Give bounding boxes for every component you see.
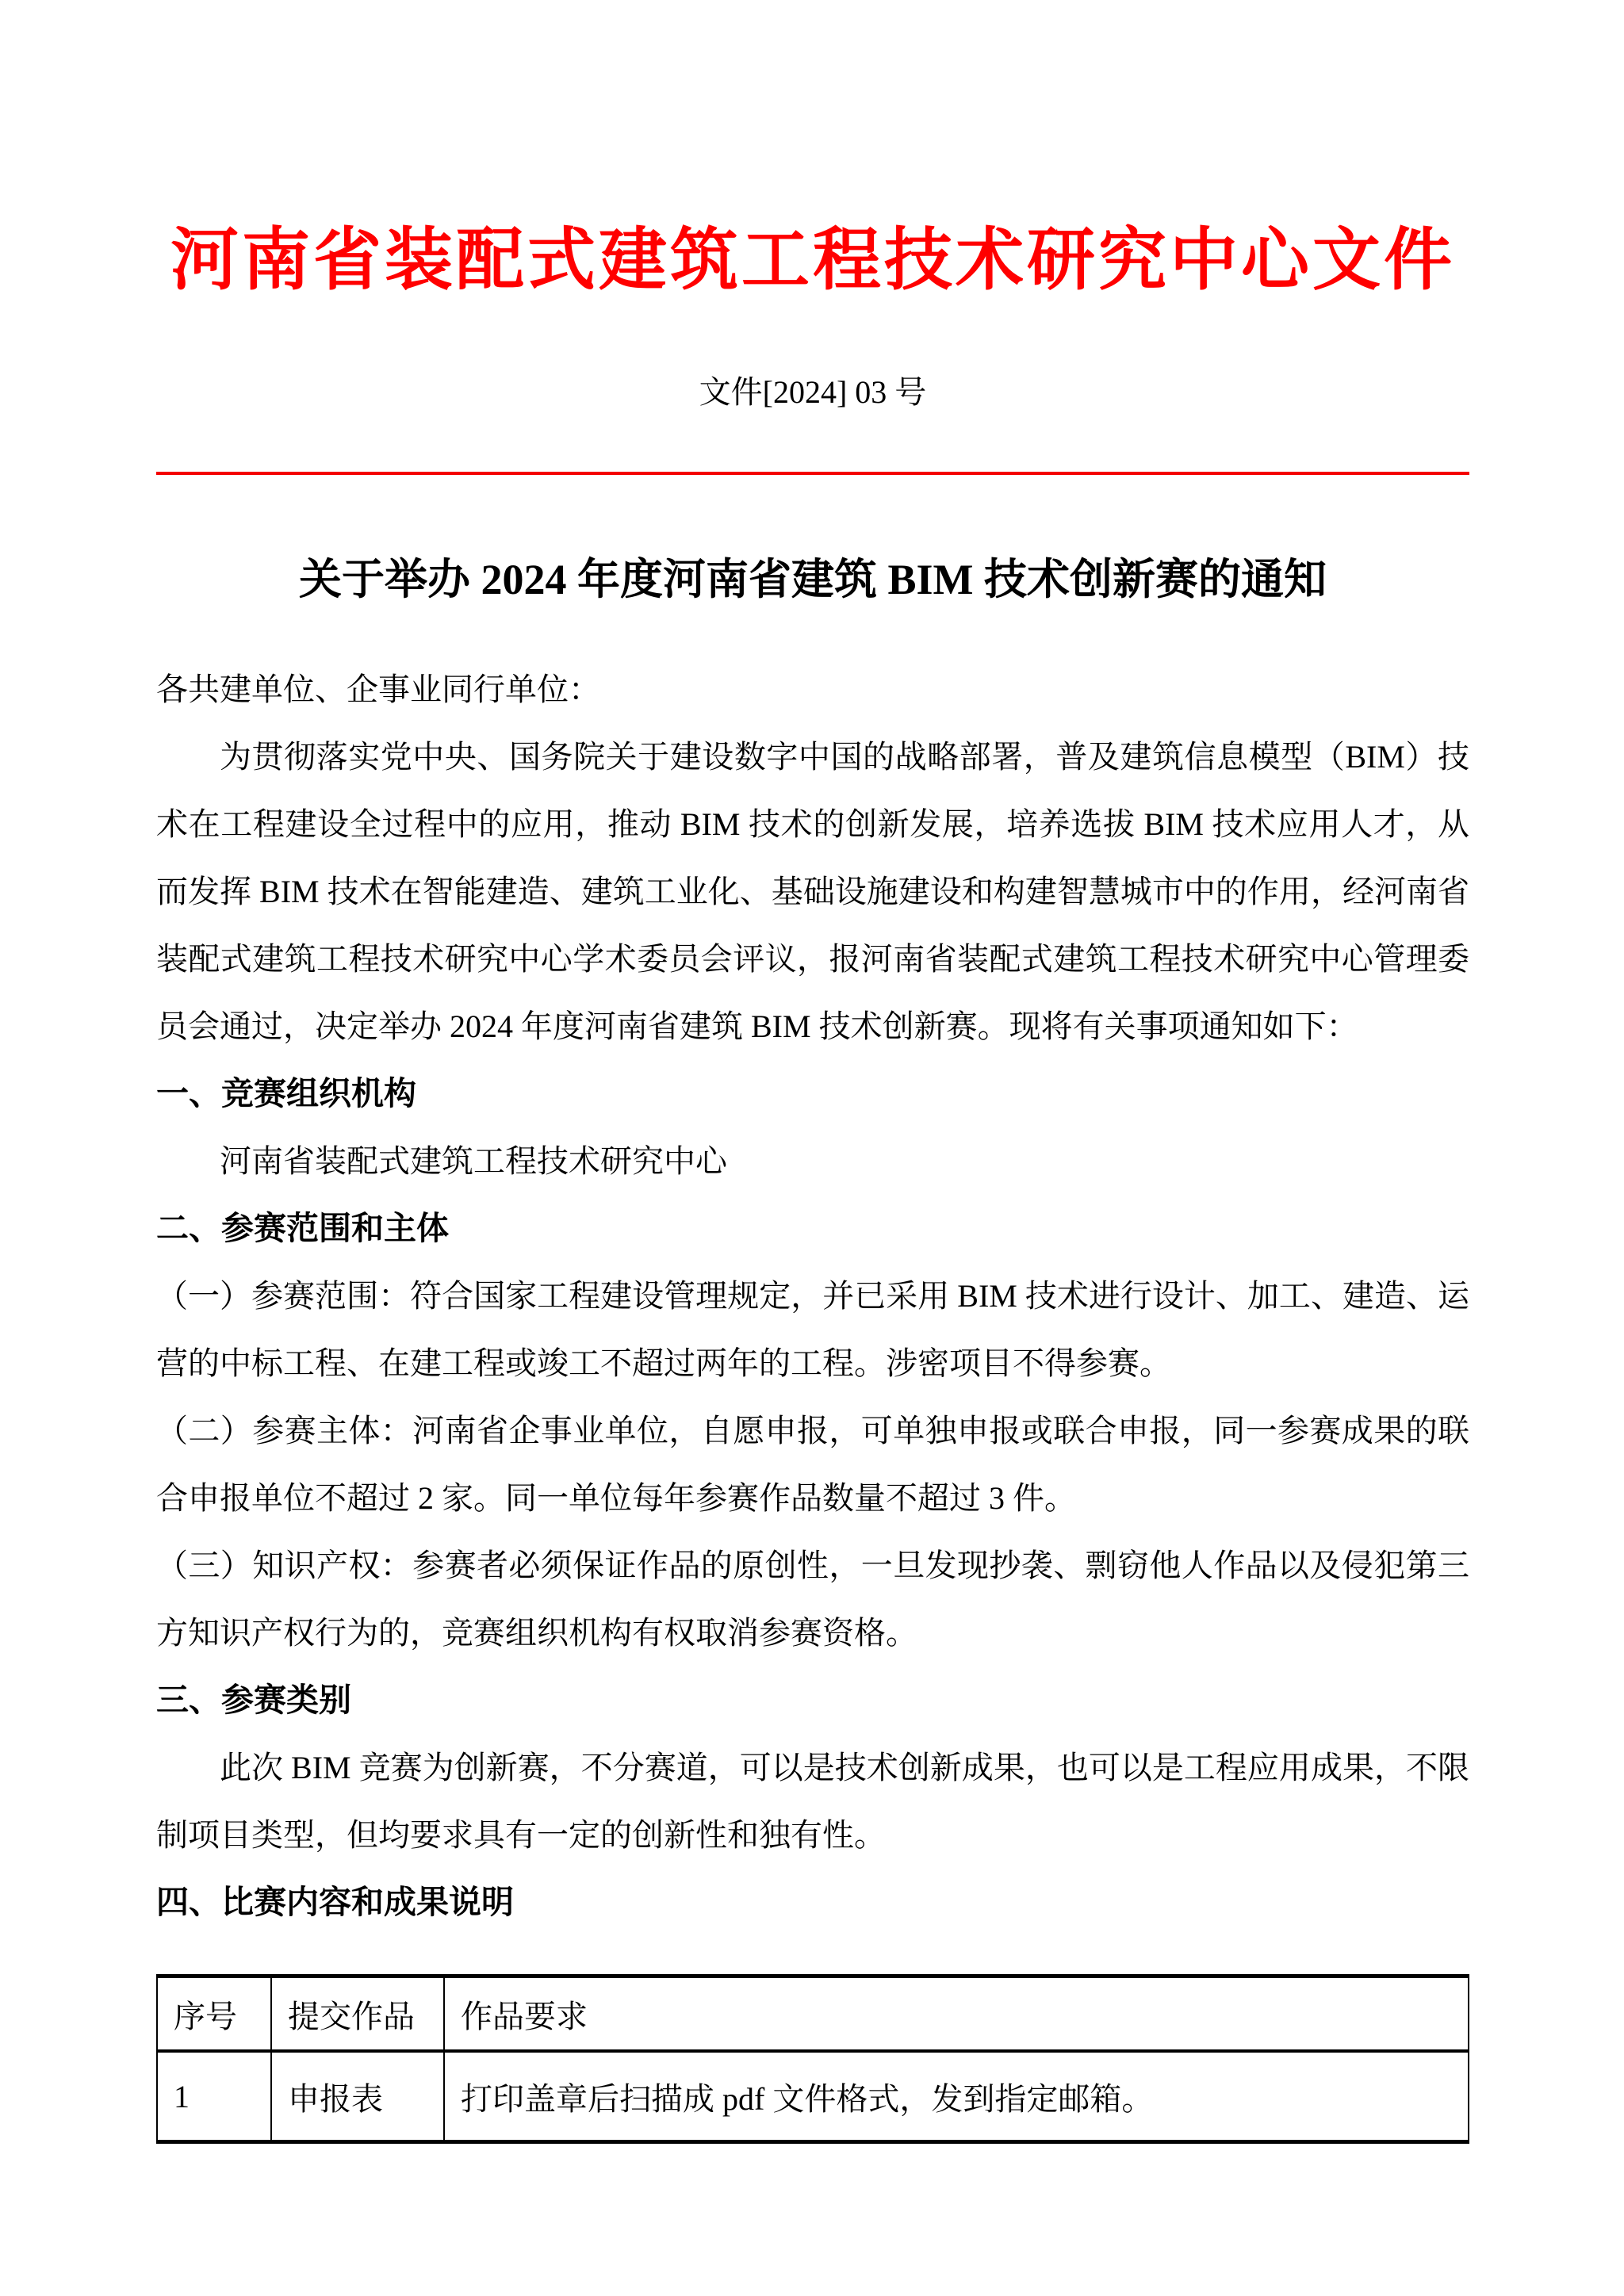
table-header-cell: 序号 [157,1976,271,2052]
document-body [156,656,1469,1936]
body-paragraph: 为贯彻落实党中央、国务院关于建设数字中国的战略部署，普及建筑信息模型（BIM）技术在工程建设全过程中的应用，推动 BIM 技术的创新发展，培养选拔 BIM 技术应用人才，从而发挥 BIM 技术在智能建造、建筑工业化、基础设施建设和构建智慧城市中的作用，经河南省装配式建筑工程技术研究中心学术委员会评议，报河南省装配式建筑工程技术研究中心管理委员会通过，决定举办 2024 年度河南省建筑 BIM 技术创新赛。现将有关事项通知如下： [156,739,1469,1044]
table-body [157,2051,1469,2142]
document-title: 关于举办 2024 年度河南省建筑 BIM 技术创新赛的通知 [299,556,1327,603]
table-cell: 1 [157,2051,271,2142]
salutation-line: 各共建单位、企事业同行单位： [156,672,600,707]
body-paragraph: （二）参赛主体：河南省企事业单位，自愿申报，可单独申报或联合申报，同一参赛成果的联合申报单位不超过 2 家。同一单位每年参赛作品数量不超过 3 件。 [156,1413,1469,1516]
table-cell: 申报表 [271,2051,444,2142]
document-number: 文件[2024] 03 号 [699,374,927,410]
table-header-cell: 作品要求 [444,1976,1469,2052]
body-paragraph: （一）参赛范围：符合国家工程建设管理规定，并已采用 BIM 技术进行设计、加工、建造、运营的中标工程、在建工程或竣工不超过两年的工程。涉密项目不得参赛。 [156,1278,1469,1381]
section-heading: 四、比赛内容和成果说明 [156,1884,514,1920]
table-row [157,2051,1469,2142]
red-divider-line [156,472,1469,475]
section-heading: 三、参赛类别 [156,1682,351,1718]
body-paragraph: 此次 BIM 竞赛为创新赛，不分赛道，可以是技术创新成果，也可以是工程应用成果，不限制项目类型，但均要求具有一定的创新性和独有性。 [156,1750,1469,1853]
table-header-cell: 提交作品 [271,1976,444,2052]
table-cell: 打印盖章后扫描成 pdf 文件格式，发到指定邮箱。 [444,2051,1469,2142]
submission-table [156,1974,1469,2144]
red-header-org-title: 河南省装配式建筑工程技术研究中心文件 [170,222,1455,298]
body-paragraph: （三）知识产权：参赛者必须保证作品的原创性，一旦发现抄袭、剽窃他人作品以及侵犯第三方知识产权行为的，竞赛组织机构有权取消参赛资格。 [156,1548,1469,1651]
section-heading: 一、竞赛组织机构 [156,1075,416,1112]
body-paragraph: 河南省装配式建筑工程技术研究中心 [220,1143,727,1179]
table-header-row [157,1976,1469,2052]
section-heading: 二、参赛范围和主体 [156,1210,449,1246]
